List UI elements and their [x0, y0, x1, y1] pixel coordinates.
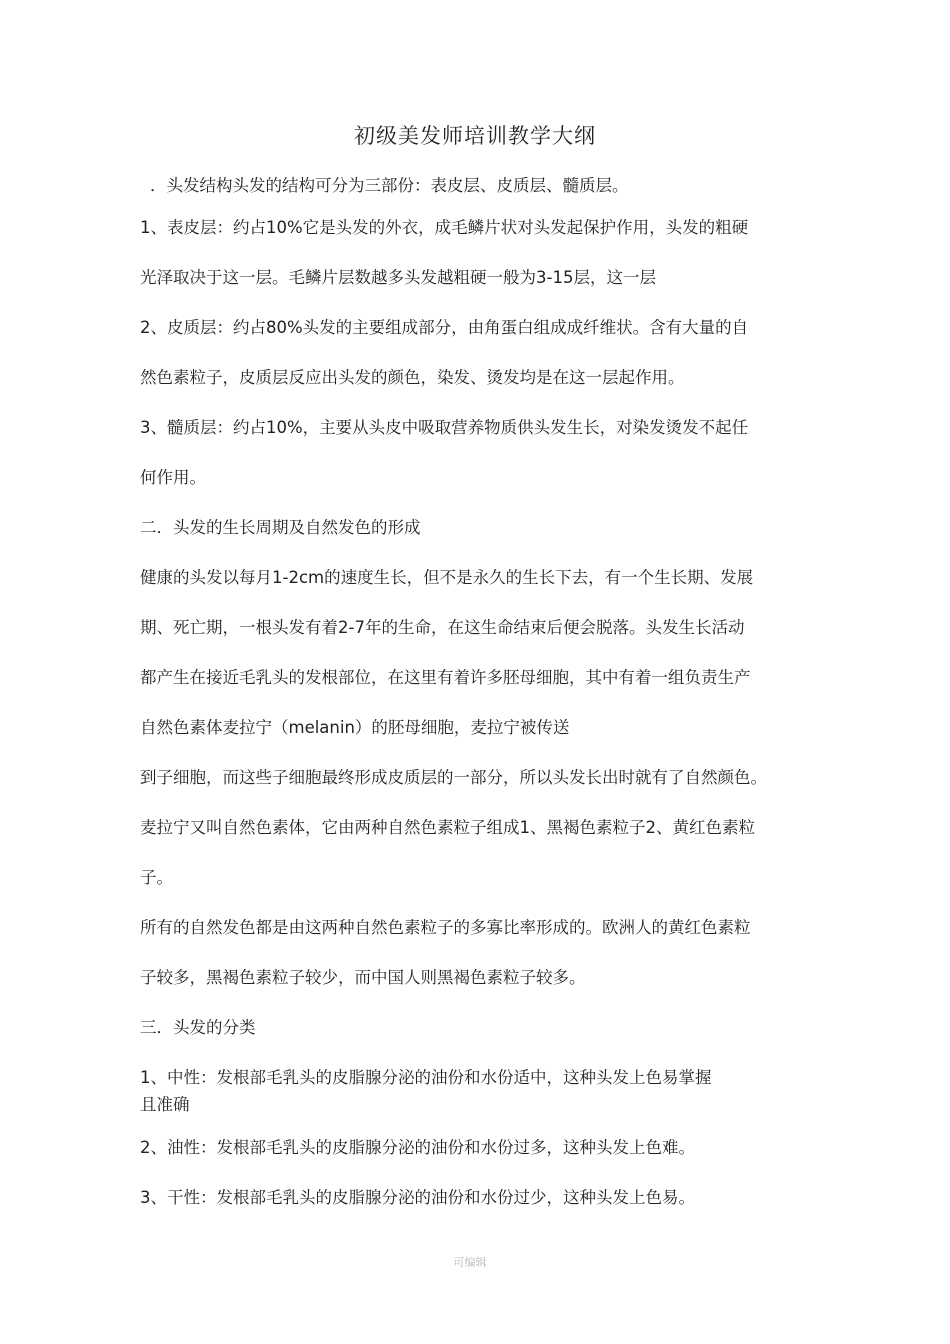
paragraph-line: 自然色素体麦拉宁（melanin）的胚母细胞，麦拉宁被传送	[140, 718, 570, 737]
document-title: 初级美发师培训教学大纲	[354, 124, 596, 148]
paragraph-line: 健康的头发以每月1-2cm的速度生长，但不是永久的生长下去，有一个生长期、发展	[140, 568, 754, 587]
paragraph-line: 3、髓质层：约占10%，主要从头皮中吸取营养物质供头发生长，对染发烫发不起任	[140, 418, 749, 437]
paragraph-line: 然色素粒子，皮质层反应出头发的颜色，染发、烫发均是在这一层起作用。	[140, 368, 685, 387]
paragraph-line: 都产生在接近毛乳头的发根部位，在这里有着许多胚母细胞，其中有着一组负责生产	[140, 668, 751, 687]
paragraph-line: 3、干性：发根部毛乳头的皮脂腺分泌的油份和水份过少，这种头发上色易。	[140, 1188, 695, 1207]
paragraph-line: 且准确	[140, 1095, 190, 1114]
paragraph-line: 麦拉宁又叫自然色素体，它由两种自然色素粒子组成1、黑褐色素粒子2、黄红色素粒	[140, 818, 755, 837]
paragraph-line: 子。	[140, 868, 173, 887]
paragraph-line: 到子细胞，而这些子细胞最终形成皮质层的一部分，所以头发长出时就有了自然颜色。	[140, 768, 767, 787]
paragraph-line: 1、中性：发根部毛乳头的皮脂腺分泌的油份和水份适中，这种头发上色易掌握	[140, 1068, 712, 1087]
paragraph-line: 1、表皮层：约占10%它是头发的外衣，成毛鳞片状对头发起保护作用，头发的粗硬	[140, 218, 749, 237]
section-two-heading: 二．头发的生长周期及自然发色的形成	[140, 518, 421, 537]
section-three-heading: 三．头发的分类	[140, 1018, 256, 1037]
paragraph-line: 2、油性：发根部毛乳头的皮脂腺分泌的油份和水份过多，这种头发上色难。	[140, 1138, 695, 1157]
paragraph-line: 所有的自然发色都是由这两种自然色素粒子的多寡比率形成的。欧洲人的黄红色素粒	[140, 918, 751, 937]
section-one-heading: ．头发结构头发的结构可分为三部份：表皮层、皮质层、髓质层。	[150, 176, 629, 195]
paragraph-line: 期、死亡期，一根头发有着2-7年的生命，在这生命结束后便会脱落。头发生长活动	[140, 618, 745, 637]
paragraph-line: 子较多，黑褐色素粒子较少，而中国人则黑褐色素粒子较多。	[140, 968, 586, 987]
paragraph-line: 光泽取决于这一层。毛鳞片层数越多头发越粗硬一般为3-15层，这一层	[140, 268, 656, 287]
paragraph-line: 2、皮质层：约占80%头发的主要组成部分，由角蛋白组成成纤维状。含有大量的自	[140, 318, 749, 337]
paragraph-line: 何作用。	[140, 468, 206, 487]
page-footer-watermark: 可编辑	[453, 1256, 487, 1269]
